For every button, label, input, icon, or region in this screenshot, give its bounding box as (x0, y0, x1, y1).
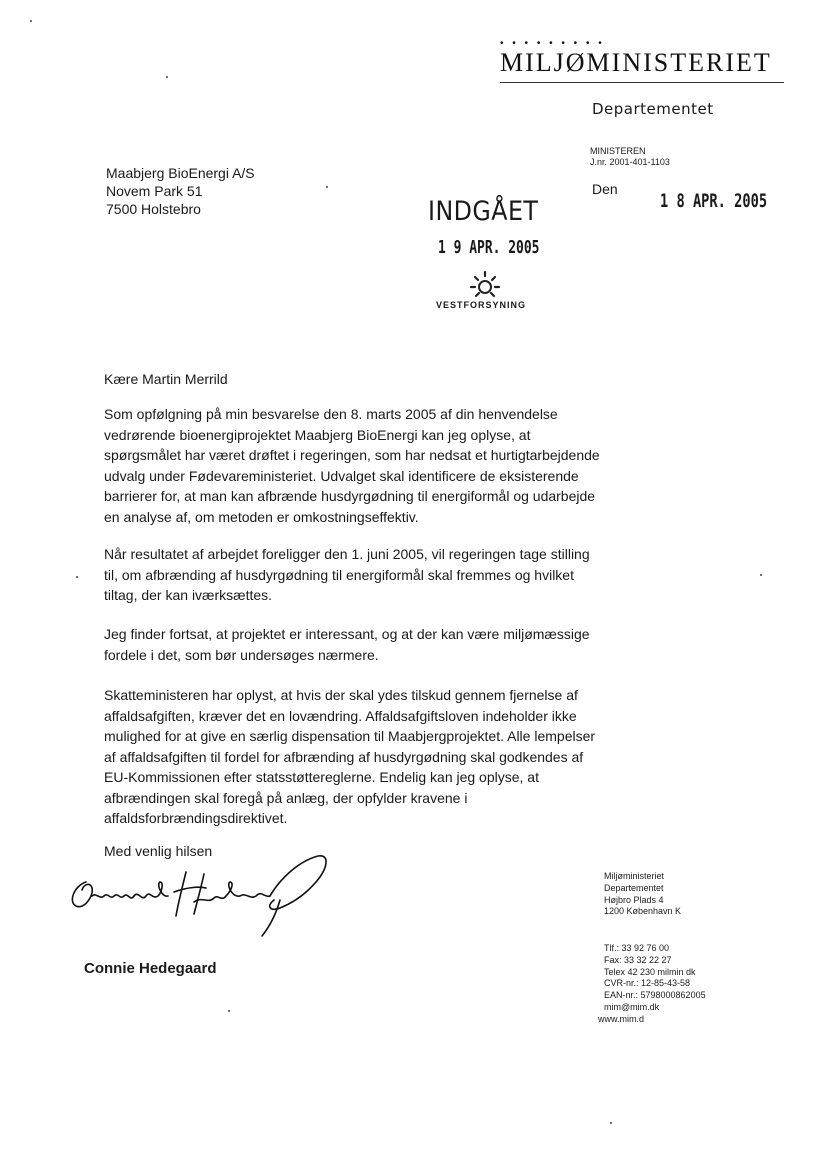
footer-line: Miljøministeriet (604, 871, 665, 881)
letterhead-divider (500, 82, 784, 83)
reference-title: MINISTEREN (590, 146, 646, 156)
signature (66, 852, 336, 938)
footer-address (604, 871, 681, 918)
scan-speck (76, 576, 78, 578)
ministry-logo: MILJØMINISTERIET (500, 48, 772, 77)
letterhead-dots: • • • • • • • • • (500, 38, 605, 49)
recipient-address (106, 164, 255, 218)
recipient-city: 7500 Holstebro (106, 201, 201, 217)
scan-speck (166, 76, 168, 78)
scan-speck (30, 20, 32, 22)
scan-speck (228, 1010, 230, 1012)
paragraph: Når resultatet af arbejdet foreligger den 1. juni 2005, vil regeringen tage stilling til, om afbrænding af husdyrgødning til energiformål skal fremmes og hvilket tiltag, der kan iværksættes. (104, 546, 590, 603)
footer-line: Departementet (604, 882, 664, 893)
footer-line: Højbro Plads 4 (604, 894, 664, 905)
paragraph: Jeg finder fortsat, at projektet er interessant, og at der kan være miljømæssige fordele i det, som bør undersøges nærmere. (104, 626, 590, 663)
telex: Telex 42 230 milmin dk (604, 966, 696, 977)
sun-icon (468, 268, 502, 302)
department-name: Departementet (592, 100, 714, 118)
received-stamp-organization: VESTFORSYNING (436, 300, 527, 310)
signer-name: Connie Hedegaard (84, 960, 217, 977)
received-stamp-date: 1 9 APR. 2005 (438, 237, 540, 258)
letter-date: 1 8 APR. 2005 (660, 190, 768, 212)
journal-number: J.nr. 2001-401-1103 (590, 157, 670, 167)
ean-number: EAN-nr.: 5798000862005 (604, 990, 706, 1001)
email: mim@mim.dk (604, 1001, 660, 1012)
paragraph: Som opfølgning på min besvarelse den 8. marts 2005 af din henvendelse vedrørende bioenergiprojektet Maabjerg BioEnergi kan jeg oplyse, at spørgsmålet har været drøftet i regeringen, som har nedsat et hurtigtarbejdende udvalg under Fødevareministeriet. Udvalget skal identificere de eksisterende barrierer for, at man kan afbrænde husdyrgødning til energiformål og udarbejde en analyse af, om metoden er omkostningseffektiv. (104, 406, 600, 525)
date-label: Den (592, 181, 618, 197)
reference-block (590, 146, 670, 168)
salutation: Kære Martin Merrild (104, 371, 228, 387)
closing: Med venlig hilsen (104, 843, 213, 859)
fax: Fax: 33 32 22 27 (604, 954, 672, 965)
phone: Tlf.: 33 92 76 00 (604, 943, 670, 953)
received-stamp-title: INDGÅET (428, 196, 539, 227)
scan-speck (610, 1122, 612, 1124)
recipient-street: Novem Park 51 (106, 183, 203, 199)
paragraph: Skatteministeren har oplyst, at hvis der skal ydes tilskud gennem fjernelse af affaldsafgiften, kræver det en lovændring. Affaldsafgiftsloven indeholder ikke mulighed for at give en særlig dispensation til Maabjergprojektet. Alle lempelser af affaldsafgiften til fordel for afbrænding af husdyrgødning skal godkendes af EU-Kommissionen efter statsstøttereglerne. Endelig kan jeg oplyse, at afbrændingen skal foregå på anlæg, der opfylder kravene i affaldsforbrændingsdirektivet. (104, 687, 596, 826)
scan-speck (760, 574, 762, 576)
scan-speck (326, 186, 328, 188)
recipient-name: Maabjerg BioEnergi A/S (106, 165, 255, 181)
footer-contact (598, 943, 706, 1026)
cvr-number: CVR-nr.: 12-85-43-58 (604, 978, 691, 989)
website: www.mim.d (598, 1013, 645, 1024)
footer-line: 1200 København K (604, 906, 682, 917)
